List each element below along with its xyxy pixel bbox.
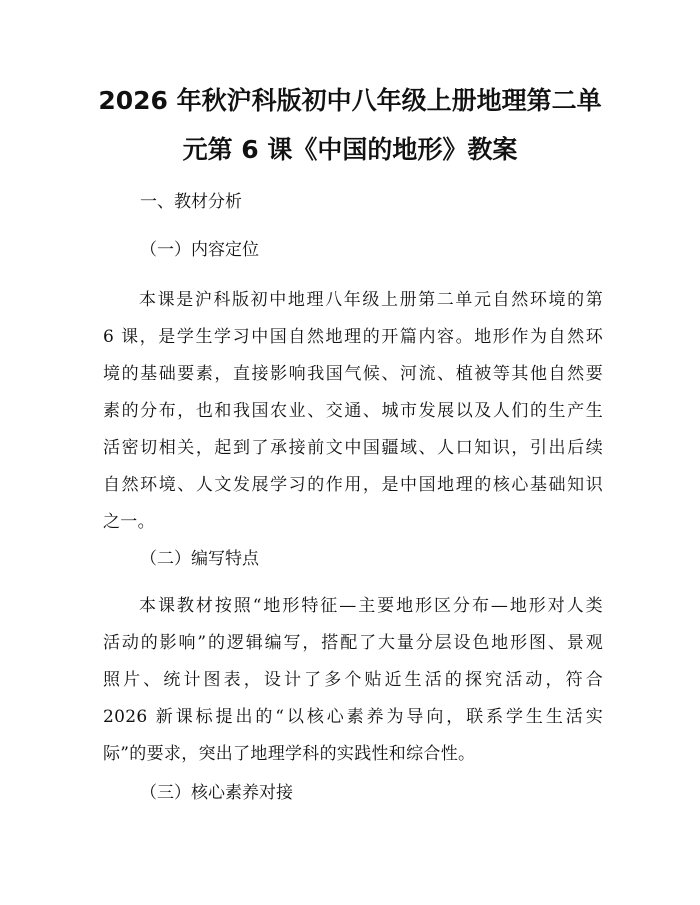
- paragraph-line: 际”的要求，突出了地理学科的实践性和综合性。: [103, 744, 476, 764]
- document-title-line-2: 元第 6 课《中国的地形》教案: [182, 135, 518, 164]
- paragraph-line: 境的基础要素，直接影响我国气候、河流、植被等其他自然要: [103, 364, 603, 384]
- paragraph-line: 本课教材按照“地形特征—主要地形区分布—地形对人类: [139, 596, 603, 616]
- paragraph-line: 本课是沪科版初中地理八年级上册第二单元自然环境的第: [139, 290, 603, 310]
- paragraph-line: 之一。: [103, 512, 155, 532]
- paragraph-line: 照片、统计图表，设计了多个贴近生活的探究活动，符合: [103, 670, 603, 690]
- paragraph-line: 6 课，是学生学习中国自然地理的开篇内容。地形作为自然环: [103, 327, 603, 347]
- subsection-heading-writing-features: （二）编写特点: [140, 549, 259, 569]
- document-title-line-1: 2026 年秋沪科版初中八年级上册地理第二单: [98, 86, 602, 115]
- paragraph-line: 自然环境、人文发展学习的作用，是中国地理的核心基础知识: [103, 475, 603, 495]
- paragraph-line: 活动的影响”的逻辑编写，搭配了大量分层设色地形图、景观: [103, 633, 603, 653]
- section-heading-textbook-analysis: 一、教材分析: [140, 192, 242, 212]
- paragraph-line: 活密切相关，起到了承接前文中国疆域、人口知识，引出后续: [103, 438, 603, 458]
- subsection-heading-core-literacy: （三）核心素养对接: [140, 783, 293, 803]
- paragraph-line: 素的分布，也和我国农业、交通、城市发展以及人们的生产生: [103, 401, 603, 421]
- paragraph-line: 2026 新课标提出的“以核心素养为导向，联系学生生活实: [103, 707, 603, 727]
- paragraph-writing-features: [103, 588, 603, 773]
- subsection-heading-content-positioning: （一）内容定位: [140, 240, 259, 260]
- paragraph-content-positioning: [103, 282, 603, 541]
